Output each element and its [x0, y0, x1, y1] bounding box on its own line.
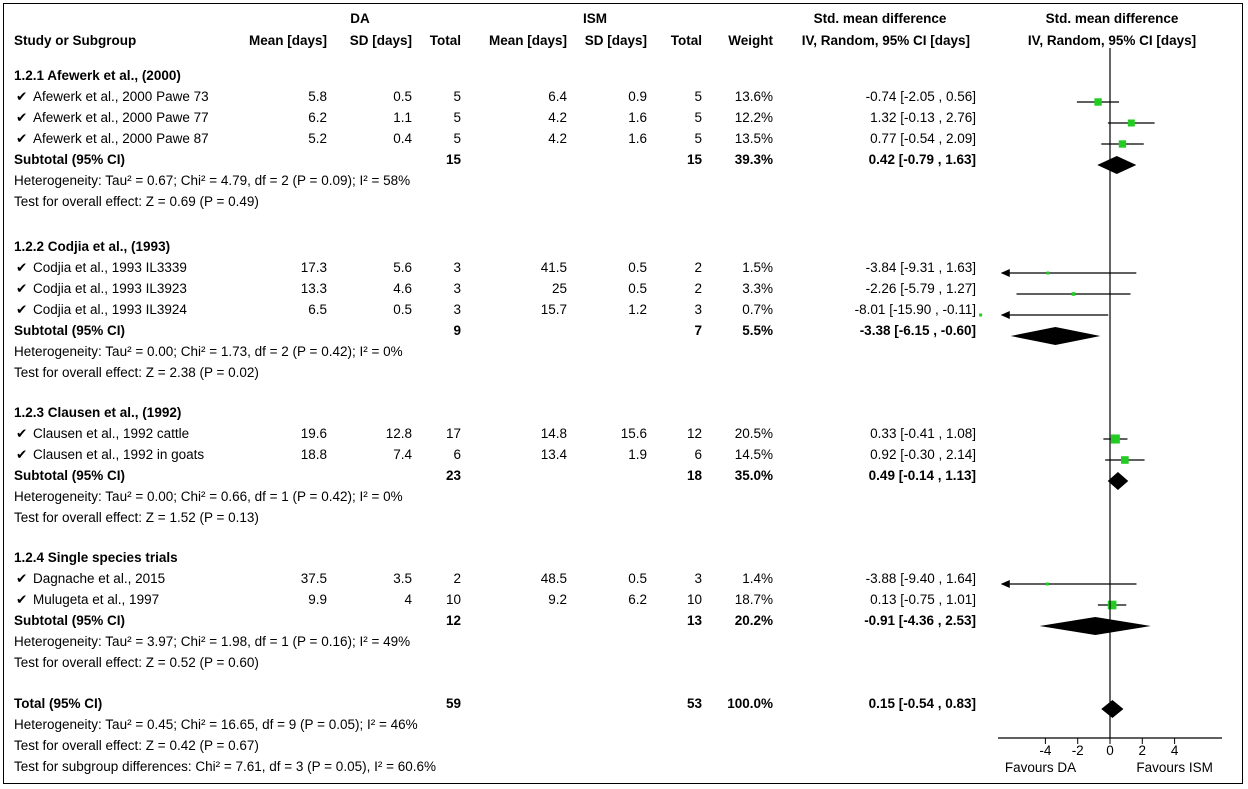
- study-ism-sd: 0.5: [628, 281, 647, 296]
- study-ci-text: -3.84 [-9.31 , 1.63]: [865, 260, 976, 275]
- subtotal-diamond: [1097, 156, 1136, 174]
- study-da-n: 3: [453, 260, 461, 275]
- subtotal-label: Subtotal (95% CI): [14, 613, 126, 628]
- study-weight: 20.5%: [734, 426, 773, 441]
- subtotal-diamond: [1040, 617, 1151, 635]
- favours-ism-label: Favours ISM: [1136, 760, 1213, 775]
- study-da-mean: 37.5: [300, 571, 327, 586]
- header-smd-sub: IV, Random, 95% CI [days]: [801, 33, 970, 48]
- total-weight: 100.0%: [727, 696, 773, 711]
- subtotal-label: Subtotal (95% CI): [14, 468, 126, 483]
- study-ci-text: 0.33 [-0.41 , 1.08]: [870, 426, 976, 441]
- study-ism-sd: 6.2: [628, 592, 647, 607]
- subgroup-title: 1.2.3 Clausen et al., (1992): [14, 405, 182, 420]
- total-heterogeneity-text: Heterogeneity: Tau² = 0.45; Chi² = 16.65, df = 9 (P = 0.05); I² = 46%: [14, 717, 418, 732]
- study-point: [1108, 601, 1117, 610]
- subtotal-ci-text: -0.91 [-4.36 , 2.53]: [864, 613, 976, 628]
- study-name: Afewerk et al., 2000 Pawe 73: [33, 89, 209, 104]
- study-da-sd: 5.6: [393, 260, 412, 275]
- study-ci-text: -2.26 [-5.79 , 1.27]: [865, 281, 976, 296]
- study-ism-sd: 1.6: [628, 110, 647, 125]
- study-da-n: 3: [453, 302, 461, 317]
- subtotal-diamond: [1108, 472, 1129, 490]
- subtotal-weight: 35.0%: [734, 468, 773, 483]
- study-ci-text: 0.13 [-0.75 , 1.01]: [870, 592, 976, 607]
- total-overall-effect-text: Test for overall effect: Z = 0.42 (P = 0.67): [14, 738, 259, 753]
- study-da-n: 6: [453, 447, 461, 462]
- check-icon: ✔: [16, 260, 28, 275]
- study-ism-sd: 0.5: [628, 260, 647, 275]
- header-da-mean: Mean [days]: [248, 33, 327, 48]
- subtotal-diamond: [1011, 327, 1101, 345]
- subtotal-da-n: 15: [445, 152, 461, 167]
- check-icon: ✔: [16, 571, 28, 586]
- study-da-mean: 6.5: [308, 302, 327, 317]
- subtotal-weight: 39.3%: [734, 152, 773, 167]
- study-da-sd: 4: [404, 592, 412, 607]
- study-name: Mulugeta et al., 1997: [33, 592, 160, 607]
- check-icon: ✔: [16, 302, 28, 317]
- study-weight: 12.2%: [734, 110, 773, 125]
- study-point: [1046, 583, 1049, 586]
- study-da-n: 2: [453, 571, 461, 586]
- overall-effect-text: Test for overall effect: Z = 0.69 (P = 0.49): [14, 194, 259, 209]
- header-weight: Weight: [728, 33, 773, 48]
- subgroup-title: 1.2.2 Codjia et al., (1993): [14, 239, 171, 254]
- heterogeneity-text: Heterogeneity: Tau² = 3.97; Chi² = 1.98, df = 1 (P = 0.16); I² = 49%: [14, 634, 411, 649]
- subtotal-ism-n: 18: [686, 468, 702, 483]
- subtotal-weight: 5.5%: [742, 323, 773, 338]
- study-name: Dagnache et al., 2015: [33, 571, 166, 586]
- x-tick-label: -2: [1071, 743, 1084, 758]
- study-ism-mean: 13.4: [540, 447, 567, 462]
- study-da-sd: 0.5: [393, 89, 412, 104]
- total-da-n: 59: [445, 696, 461, 711]
- study-weight: 18.7%: [734, 592, 773, 607]
- study-weight: 3.3%: [742, 281, 773, 296]
- ci-line-arrow: [1001, 269, 1010, 277]
- subtotal-ism-n: 7: [694, 323, 702, 338]
- study-ism-n: 2: [694, 260, 702, 275]
- check-icon: ✔: [16, 447, 28, 462]
- study-da-sd: 4.6: [393, 281, 412, 296]
- study-ism-n: 3: [694, 302, 702, 317]
- study-name: Clausen et al., 1992 in goats: [33, 447, 205, 462]
- study-ism-n: 2: [694, 281, 702, 296]
- study-ci-text: 0.77 [-0.54 , 2.09]: [870, 131, 976, 146]
- study-weight: 14.5%: [734, 447, 773, 462]
- study-name: Codjia et al., 1993 IL3339: [33, 260, 187, 275]
- study-point: [1128, 120, 1135, 127]
- study-weight: 0.7%: [742, 302, 773, 317]
- subtotal-label: Subtotal (95% CI): [14, 323, 126, 338]
- study-da-mean: 6.2: [308, 110, 327, 125]
- check-icon: ✔: [16, 110, 28, 125]
- study-ism-n: 12: [686, 426, 702, 441]
- study-name: Codjia et al., 1993 IL3924: [33, 302, 187, 317]
- study-da-sd: 12.8: [385, 426, 412, 441]
- study-ci-text: -0.74 [-2.05 , 0.56]: [865, 89, 976, 104]
- study-ci-text: -8.01 [-15.90 , -0.11]: [854, 302, 976, 317]
- x-tick-label: 4: [1170, 743, 1179, 758]
- study-ism-mean: 15.7: [540, 302, 567, 317]
- study-da-n: 3: [453, 281, 461, 296]
- subtotal-weight: 20.2%: [734, 613, 773, 628]
- study-ism-n: 5: [694, 89, 702, 104]
- heterogeneity-text: Heterogeneity: Tau² = 0.00; Chi² = 0.66, df = 1 (P = 0.42); I² = 0%: [14, 489, 403, 504]
- study-weight: 1.4%: [742, 571, 773, 586]
- study-ism-mean: 48.5: [540, 571, 567, 586]
- study-ci-text: 0.92 [-0.30 , 2.14]: [870, 447, 976, 462]
- study-da-n: 5: [453, 89, 461, 104]
- subtotal-ism-n: 13: [686, 613, 702, 628]
- header-study: Study or Subgroup: [14, 33, 137, 48]
- study-point: [1111, 434, 1120, 443]
- subtotal-ism-n: 15: [686, 152, 702, 167]
- check-icon: ✔: [16, 131, 28, 146]
- study-da-sd: 1.1: [393, 110, 412, 125]
- header-smd-title: Std. mean difference: [813, 11, 947, 26]
- header-group-da: DA: [350, 11, 370, 26]
- header-ism-sd: SD [days]: [584, 33, 647, 48]
- subtotal-label: Subtotal (95% CI): [14, 152, 126, 167]
- check-icon: ✔: [16, 89, 28, 104]
- total-diamond: [1101, 700, 1123, 718]
- heterogeneity-text: Heterogeneity: Tau² = 0.00; Chi² = 1.73, df = 2 (P = 0.42); I² = 0%: [14, 344, 403, 359]
- study-ism-sd: 15.6: [620, 426, 647, 441]
- study-point: [1121, 456, 1129, 464]
- header-group-ism: ISM: [582, 11, 607, 26]
- study-da-mean: 18.8: [300, 447, 327, 462]
- study-da-n: 5: [453, 131, 461, 146]
- study-ism-mean: 4.2: [548, 110, 567, 125]
- x-tick-label: 0: [1106, 743, 1114, 758]
- study-weight: 1.5%: [742, 260, 773, 275]
- study-ism-sd: 1.2: [628, 302, 647, 317]
- study-da-mean: 13.3: [300, 281, 327, 296]
- study-da-sd: 0.4: [393, 131, 412, 146]
- study-da-mean: 17.3: [300, 260, 327, 275]
- check-icon: ✔: [16, 592, 28, 607]
- x-tick-label: -4: [1039, 743, 1052, 758]
- subtotal-da-n: 12: [445, 613, 461, 628]
- check-icon: ✔: [16, 281, 28, 296]
- study-ism-mean: 14.8: [540, 426, 567, 441]
- study-ism-sd: 0.9: [628, 89, 647, 104]
- header-ism-mean: Mean [days]: [488, 33, 567, 48]
- study-ism-sd: 1.9: [628, 447, 647, 462]
- ci-line-arrow: [1001, 311, 1010, 319]
- study-da-n: 10: [445, 592, 461, 607]
- x-tick-label: 2: [1138, 743, 1147, 758]
- study-da-n: 5: [453, 110, 461, 125]
- study-weight: 13.6%: [734, 89, 773, 104]
- study-ism-sd: 0.5: [628, 571, 647, 586]
- study-ci-text: 1.32 [-0.13 , 2.76]: [870, 110, 976, 125]
- subtotal-da-n: 9: [453, 323, 461, 338]
- study-da-n: 17: [445, 426, 461, 441]
- study-point: [1094, 98, 1101, 105]
- header-da-sd: SD [days]: [349, 33, 412, 48]
- study-da-mean: 5.2: [308, 131, 327, 146]
- ci-line-arrow: [1001, 580, 1010, 588]
- study-weight: 13.5%: [734, 131, 773, 146]
- study-ism-n: 6: [694, 447, 702, 462]
- subtotal-ci-text: 0.42 [-0.79 , 1.63]: [868, 152, 976, 167]
- study-point: [979, 314, 982, 317]
- study-da-mean: 5.8: [308, 89, 327, 104]
- study-point: [1046, 272, 1049, 275]
- overall-effect-text: Test for overall effect: Z = 0.52 (P = 0.60): [14, 655, 259, 670]
- study-ism-mean: 6.4: [548, 89, 567, 104]
- study-ism-mean: 25: [551, 281, 567, 296]
- study-da-mean: 19.6: [300, 426, 327, 441]
- heterogeneity-text: Heterogeneity: Tau² = 0.67; Chi² = 4.79, df = 2 (P = 0.09); I² = 58%: [14, 173, 411, 188]
- study-ism-mean: 4.2: [548, 131, 567, 146]
- study-da-sd: 7.4: [393, 447, 412, 462]
- subtotal-ci-text: -3.38 [-6.15 , -0.60]: [859, 323, 976, 338]
- study-da-sd: 3.5: [393, 571, 412, 586]
- subgroup-title: 1.2.4 Single species trials: [14, 550, 178, 565]
- study-ci-text: -3.88 [-9.40 , 1.64]: [865, 571, 976, 586]
- overall-effect-text: Test for overall effect: Z = 2.38 (P = 0.02): [14, 365, 259, 380]
- overall-effect-text: Test for overall effect: Z = 1.52 (P = 0.13): [14, 510, 259, 525]
- study-ism-mean: 41.5: [540, 260, 567, 275]
- header-plot-sub: IV, Random, 95% CI [days]: [1027, 33, 1197, 48]
- check-icon: ✔: [16, 426, 28, 441]
- study-ism-n: 5: [694, 131, 702, 146]
- study-da-sd: 0.5: [393, 302, 412, 317]
- study-name: Codjia et al., 1993 IL3923: [33, 281, 187, 296]
- study-name: Clausen et al., 1992 cattle: [33, 426, 190, 441]
- header-ism-total: Total: [670, 33, 702, 48]
- study-point: [1119, 140, 1126, 147]
- subgroup-difference-text: Test for subgroup differences: Chi² = 7.61, df = 3 (P = 0.05), I² = 60.6%: [14, 759, 436, 774]
- subgroup-title: 1.2.1 Afewerk et al., (2000): [14, 68, 181, 83]
- study-da-mean: 9.9: [308, 592, 327, 607]
- header-plot-title: Std. mean difference: [1045, 11, 1179, 26]
- study-ism-n: 5: [694, 110, 702, 125]
- study-ism-n: 10: [686, 592, 702, 607]
- study-name: Afewerk et al., 2000 Pawe 77: [33, 110, 209, 125]
- study-point: [1072, 292, 1076, 296]
- total-label: Total (95% CI): [14, 696, 103, 711]
- total-ism-n: 53: [686, 696, 702, 711]
- total-ci-text: 0.15 [-0.54 , 0.83]: [868, 696, 976, 711]
- study-ism-sd: 1.6: [628, 131, 647, 146]
- study-ism-n: 3: [694, 571, 702, 586]
- study-name: Afewerk et al., 2000 Pawe 87: [33, 131, 209, 146]
- favours-da-label: Favours DA: [1004, 760, 1077, 775]
- study-ism-mean: 9.2: [548, 592, 567, 607]
- subtotal-da-n: 23: [445, 468, 461, 483]
- subtotal-ci-text: 0.49 [-0.14 , 1.13]: [868, 468, 976, 483]
- header-da-total: Total: [429, 33, 461, 48]
